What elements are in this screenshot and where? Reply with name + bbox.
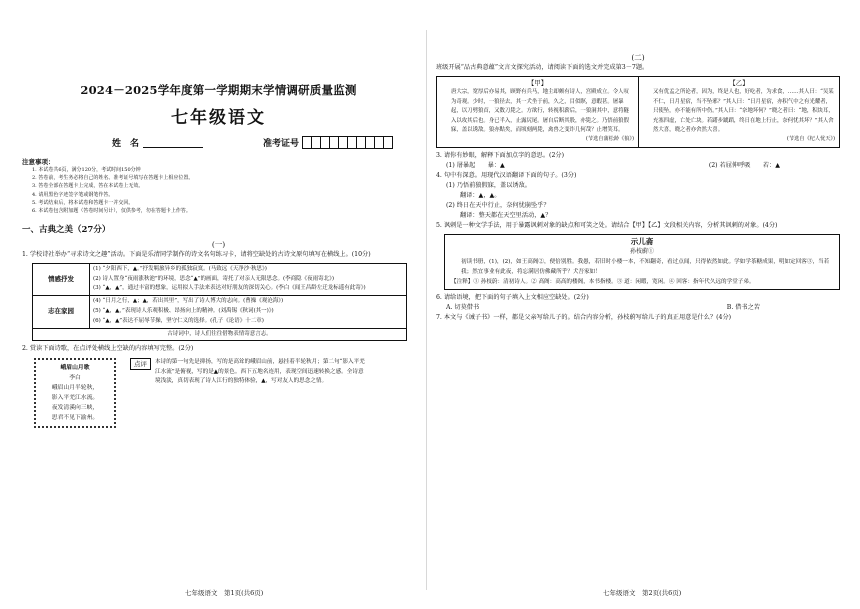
notice-item: 1. 本试卷共6页，满分120分，考试时间150分钟 [32, 167, 141, 173]
id-boxes[interactable] [303, 136, 393, 149]
section-heading: 一、古典之美（27分） [22, 225, 111, 236]
exam-title: 2024－2025学年度第一学期期末学情调研质量监测 [80, 83, 357, 97]
part-heading: (二) [631, 53, 645, 62]
passage-text: 唐大宗，宽厚后亦易其，顾野有兵马，地主却颇有诗人，宫殿成立。令人叹为奇观。少时，一狼径去，其一犬坐于前，久之，目似瞑，意暇甚。屠暴起，以刀劈狼首，又数刀毙之。方欲行，转视积薪后，一狼洞其中，意将隧入以攻其后也。身已半入，止露尻尾。屠自后断其股，亦毙之。乃悟前狼假寐，盖以诱敌。狼亦黠矣，而顷刻两毙，禽兽之变诈几何哉？止增笑耳。 [451, 89, 629, 134]
notice-title: 注意事项： [22, 158, 55, 166]
question-4-b-answer: 翻译：整天都在天空里活动，▲？ [460, 211, 552, 219]
blank-line-item: (2) 诗人置身“夜雨涨秋池”的环境，思念“▲”的画面，寄托了对亲人无限思念。(李商隐《夜雨寄北》) [93, 275, 335, 282]
question-4-a-answer: 翻译：▲，▲。 [460, 191, 501, 199]
id-label: 准考证号 [263, 139, 300, 149]
poem-line: 峨眉山月半轮秋， [51, 384, 99, 391]
blank-line-item: (4) “日月之行，▲；▲，若出其里”，写出了诗人博大的志向。(曹操《观沧海》) [93, 298, 284, 305]
question-2: 2. 赏读下面诗歌，在点评处横线上空缺的内容填写完整。(2分) [22, 345, 194, 353]
question-6: 6. 请给语境，把下面的句子填入上文相应空缺处。(2分) [436, 293, 589, 301]
passage-label: 【乙】 [729, 79, 749, 87]
candidate-info [22, 136, 415, 149]
page-fold [426, 30, 427, 590]
blank-line-item: (3) “▲，▲”，通过丰富的想象，运用拟人手法来表达对好朋友的深切关心。(李白《闻王昌龄左迁龙标遥有此寄》) [93, 285, 366, 292]
poem-title: 峨眉山月歌 [60, 364, 90, 371]
poem-author: 李白 [69, 374, 81, 381]
notice-item: 5. 考试结束后，将本试卷和答题卡一并交回。 [32, 199, 134, 206]
passage-text: 又有优孟之所论者，因为，终是人也，好吃者，为求食，……其人曰：“吴某不仁，日月星宿，当不坠邪？”其人曰：“日月星宿，亦积气中之有光耀者，只使坠，亦不能有所中伤。”其人曰：“奈地坏何？”晓之者曰：“地，积块耳，充塞四虚，亡处亡块。若躇步跐蹈，终日在地上行止，奈何忧其坏？”其人舍然大喜，晓之者亦舍然大喜。 [653, 89, 834, 134]
question-6-options [436, 303, 840, 313]
category-cell: 情感抒发 [33, 263, 90, 295]
question-7: 7. 本文与《诫子书》一样，都是父亲写给儿子的。结合内容分析，孙枝蔚写给儿子的真正用意是什么？(4分) [436, 313, 732, 321]
page-footer: 七年级语文 第1页(共6页) [185, 589, 264, 597]
question-3-b: (2) 若屈伸呼吸 若：▲ [708, 161, 780, 169]
notice-item: 4. 请用黑色字迹签字笔或钢笔作答。 [32, 191, 114, 198]
blank-line-item: (6) “▲，▲”表达不屈辱节操，坚守仁义的选择。(孔子《论语》十二章) [93, 317, 264, 324]
question-3-a: (1) 屠暴起 暴：▲ [446, 161, 505, 169]
comment-badge: 点评 [130, 358, 151, 370]
passage-jia [437, 77, 638, 147]
option-b[interactable]: B. 借书之苦 [726, 303, 760, 311]
question-3-items [436, 161, 840, 171]
name-field[interactable] [143, 138, 203, 148]
exam-page-2 [428, 0, 860, 609]
excerpt-author: 孙枝蔚① [629, 247, 654, 255]
poem-box [34, 358, 116, 428]
question-1: 1. 学校诗社举办“寻求诗文之趣”活动。下面是乐清同学制作的诗文名句练习卡，请将空缺处的古诗文原句填写在横线上。(10分) [22, 251, 371, 259]
excerpt-box [444, 234, 840, 290]
notice-item: 3. 答卷全部在答题卡上完成，答在本试卷上无效。 [32, 183, 144, 190]
excerpt-title: 示儿斋 [630, 236, 654, 246]
part-heading: (一) [211, 240, 226, 250]
reading-passages [436, 76, 840, 148]
excerpt-notes: 【注释】① 孙枝蔚：清初诗人。② 高阁：高高的楼阁，本书指楼。③ 道：闲暇，宽闲。④ 回客：指年代久远的学堂子弟。 [451, 278, 755, 285]
notice-item: 2. 答卷前，考生务必将自己的姓名、准考证号填写在答题卡上相应位置。 [32, 175, 194, 182]
question-2-body [22, 358, 415, 428]
page-footer: 七年级语文 第2页(共6页) [603, 589, 682, 597]
notice-item: 6. 本试卷包含附加题（答卷时间另计），仅供参考，勿在答题卡上作答。 [32, 208, 191, 215]
passage-yi [638, 77, 839, 147]
poem-line: 影入平羌江水流。 [51, 394, 99, 401]
category-cell: 志在家园 [33, 296, 90, 328]
excerpt-text: 初读书册，(1)，(2)，如王高阁②，便倍别胜。我愚，若旧时小楼一本，不知翻奇，看过点闻，只得依然如此。学如学茶糖成果，明如定回客③，当若我；然宜事业有此夜，将忘满居仿佛藏所乎？犬吾家如！ [461, 258, 830, 275]
blank-line-item: (5) “▲，▲，”表现诗人乐观积极、昂扬向上的精神。(刘禹锡《秋词(其一)》) [93, 307, 274, 314]
option-a[interactable]: A. 切莫借书 [446, 303, 480, 311]
poem-practice-card [32, 263, 407, 342]
exam-page-1 [0, 0, 425, 609]
comment-text: 本诗的第一句先是抑扬，写的是高耸的峨眉山前，悬挂着半轮秋月；第二句“影入平羌江水流”是俯视，写的是▲的景色。西下五地名连用，表现空间迅速转换之感。全诗意境浅淡，真切表现了诗人江行的独特体验，▲，写对友人的思念之情。 [155, 358, 365, 385]
name-label: 姓 名 [112, 139, 140, 149]
passage-source: (节选自《杞人忧天》) [786, 136, 835, 143]
activity-intro: 班级开展“品古典意蕴”文言文探究活动，请阅读下面的选文并完成第3－7题。 [436, 64, 649, 71]
question-4-a: (1) 乃悟前狼假寐，盖以诱敌。 [446, 181, 531, 189]
question-5: 5. 讽刺是一种文学手法，用于暴露讽刺对象的缺点和可笑之处。请结合【甲】【乙】文段相关内容，分析其讽刺的对象。(4分) [436, 221, 778, 229]
subject-title: 七年级语文 [171, 108, 266, 128]
passage-label: 【甲】 [527, 79, 548, 87]
poem-line: 夜发清溪向三峡， [51, 404, 99, 411]
notice-list [22, 166, 415, 215]
card-footer: 古诗词中，诗人们往往借物表情寄意言志。 [33, 328, 407, 341]
passage-source: (节选自蒲松龄《狼》) [585, 136, 634, 143]
question-3: 3. 请你有妙眼，解释下面加点字的意思。(2分) [436, 151, 565, 159]
question-4: 4. 句中有深意。用现代汉语翻译下面的句子。(3分) [436, 171, 577, 179]
poem-line: 思君不见下渝州。 [51, 414, 99, 421]
blank-line-item: (1) “夕阳西下，▲。”抒发羁旅异乡的孤独寂寞。(马致远《天净沙·秋思》) [93, 265, 267, 272]
question-4-b: (2) 终日在天中行止，奈何忧崩坠乎？ [446, 201, 550, 209]
